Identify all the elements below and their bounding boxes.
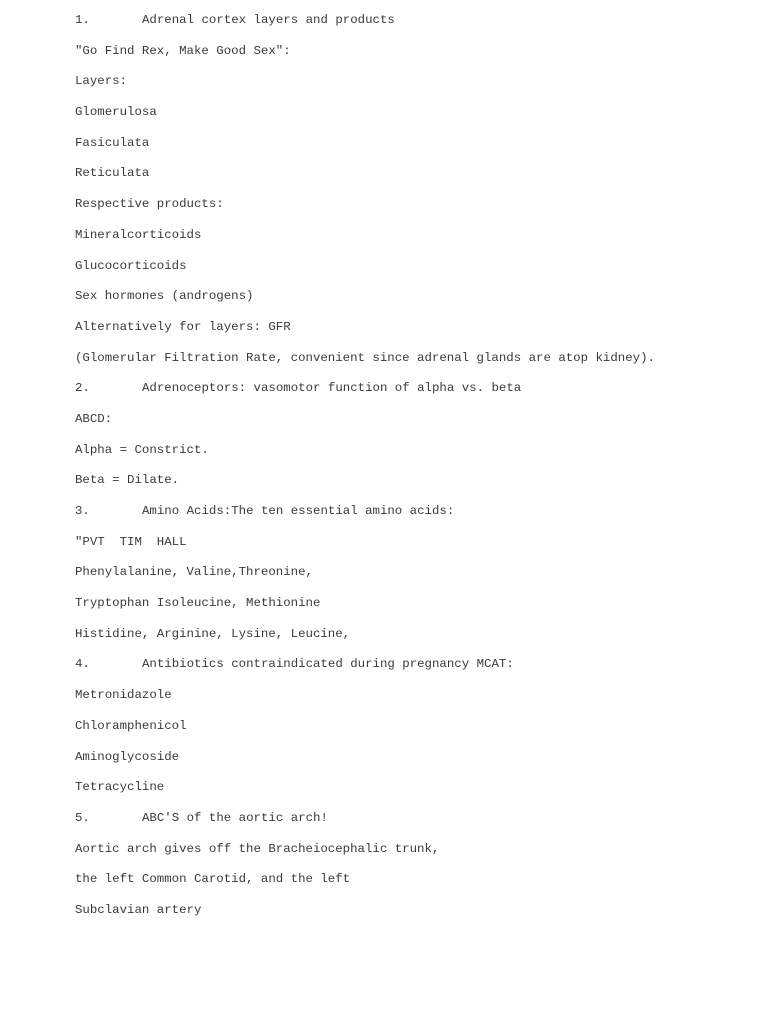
text-line: Alternatively for layers: GFR [75, 319, 291, 334]
section-heading [75, 808, 755, 828]
text-line: Beta = Dilate. [75, 473, 180, 488]
text-line: Sex hormones (androgens) [75, 289, 254, 304]
document-body [75, 10, 755, 931]
text-line: Tryptophan Isoleucine, Methionine [75, 596, 321, 611]
section-title: Amino Acids:The ten essential amino acids: [142, 504, 455, 518]
text-line: Alpha = Constrict. [75, 442, 209, 457]
text-line: Glomerulosa [75, 105, 157, 120]
section-heading [75, 378, 755, 398]
text-line: Mineralcorticoids [75, 227, 202, 242]
text-line: the left Common Carotid, and the left [75, 872, 351, 887]
text-line: Aortic arch gives off the Bracheiocephalic trunk, [75, 841, 440, 856]
text-line: Subclavian artery [75, 902, 202, 917]
text-line: Reticulata [75, 166, 150, 181]
text-line: Layers: [75, 74, 128, 89]
section-title: Adrenal cortex layers and products [142, 13, 395, 27]
section-number: 1. [75, 13, 90, 27]
text-line: Glucocorticoids [75, 258, 187, 273]
section-heading [75, 654, 755, 674]
section-number: 3. [75, 504, 90, 518]
section-number: 4. [75, 657, 90, 672]
section-title: Adrenoceptors: vasomotor function of alpha vs. beta [142, 381, 522, 396]
text-line: Chloramphenicol [75, 718, 187, 733]
text-line: ABCD: [75, 411, 113, 426]
text-line: Metronidazole [75, 688, 172, 703]
text-line: Histidine, Arginine, Lysine, Leucine, [75, 626, 351, 641]
section-title: ABC'S of the aortic arch! [142, 810, 328, 825]
text-line: Aminoglycoside [75, 749, 180, 764]
text-line: Fasiculata [75, 135, 150, 150]
text-line: Tetracycline [75, 780, 165, 795]
text-line: "PVT TIM HALL [75, 534, 187, 549]
text-line: (Glomerular Filtration Rate, convenient since adrenal glands are atop kidney). [75, 350, 655, 365]
text-line: Respective products: [75, 197, 224, 212]
section-number: 5. [75, 810, 90, 825]
text-line: "Go Find Rex, Make Good Sex": [75, 43, 291, 58]
section-number: 2. [75, 381, 90, 396]
section-title: Antibiotics contraindicated during pregnancy MCAT: [142, 657, 514, 672]
text-line: Phenylalanine, Valine,Threonine, [75, 565, 313, 580]
section-heading [75, 501, 755, 521]
section-heading [75, 10, 755, 30]
